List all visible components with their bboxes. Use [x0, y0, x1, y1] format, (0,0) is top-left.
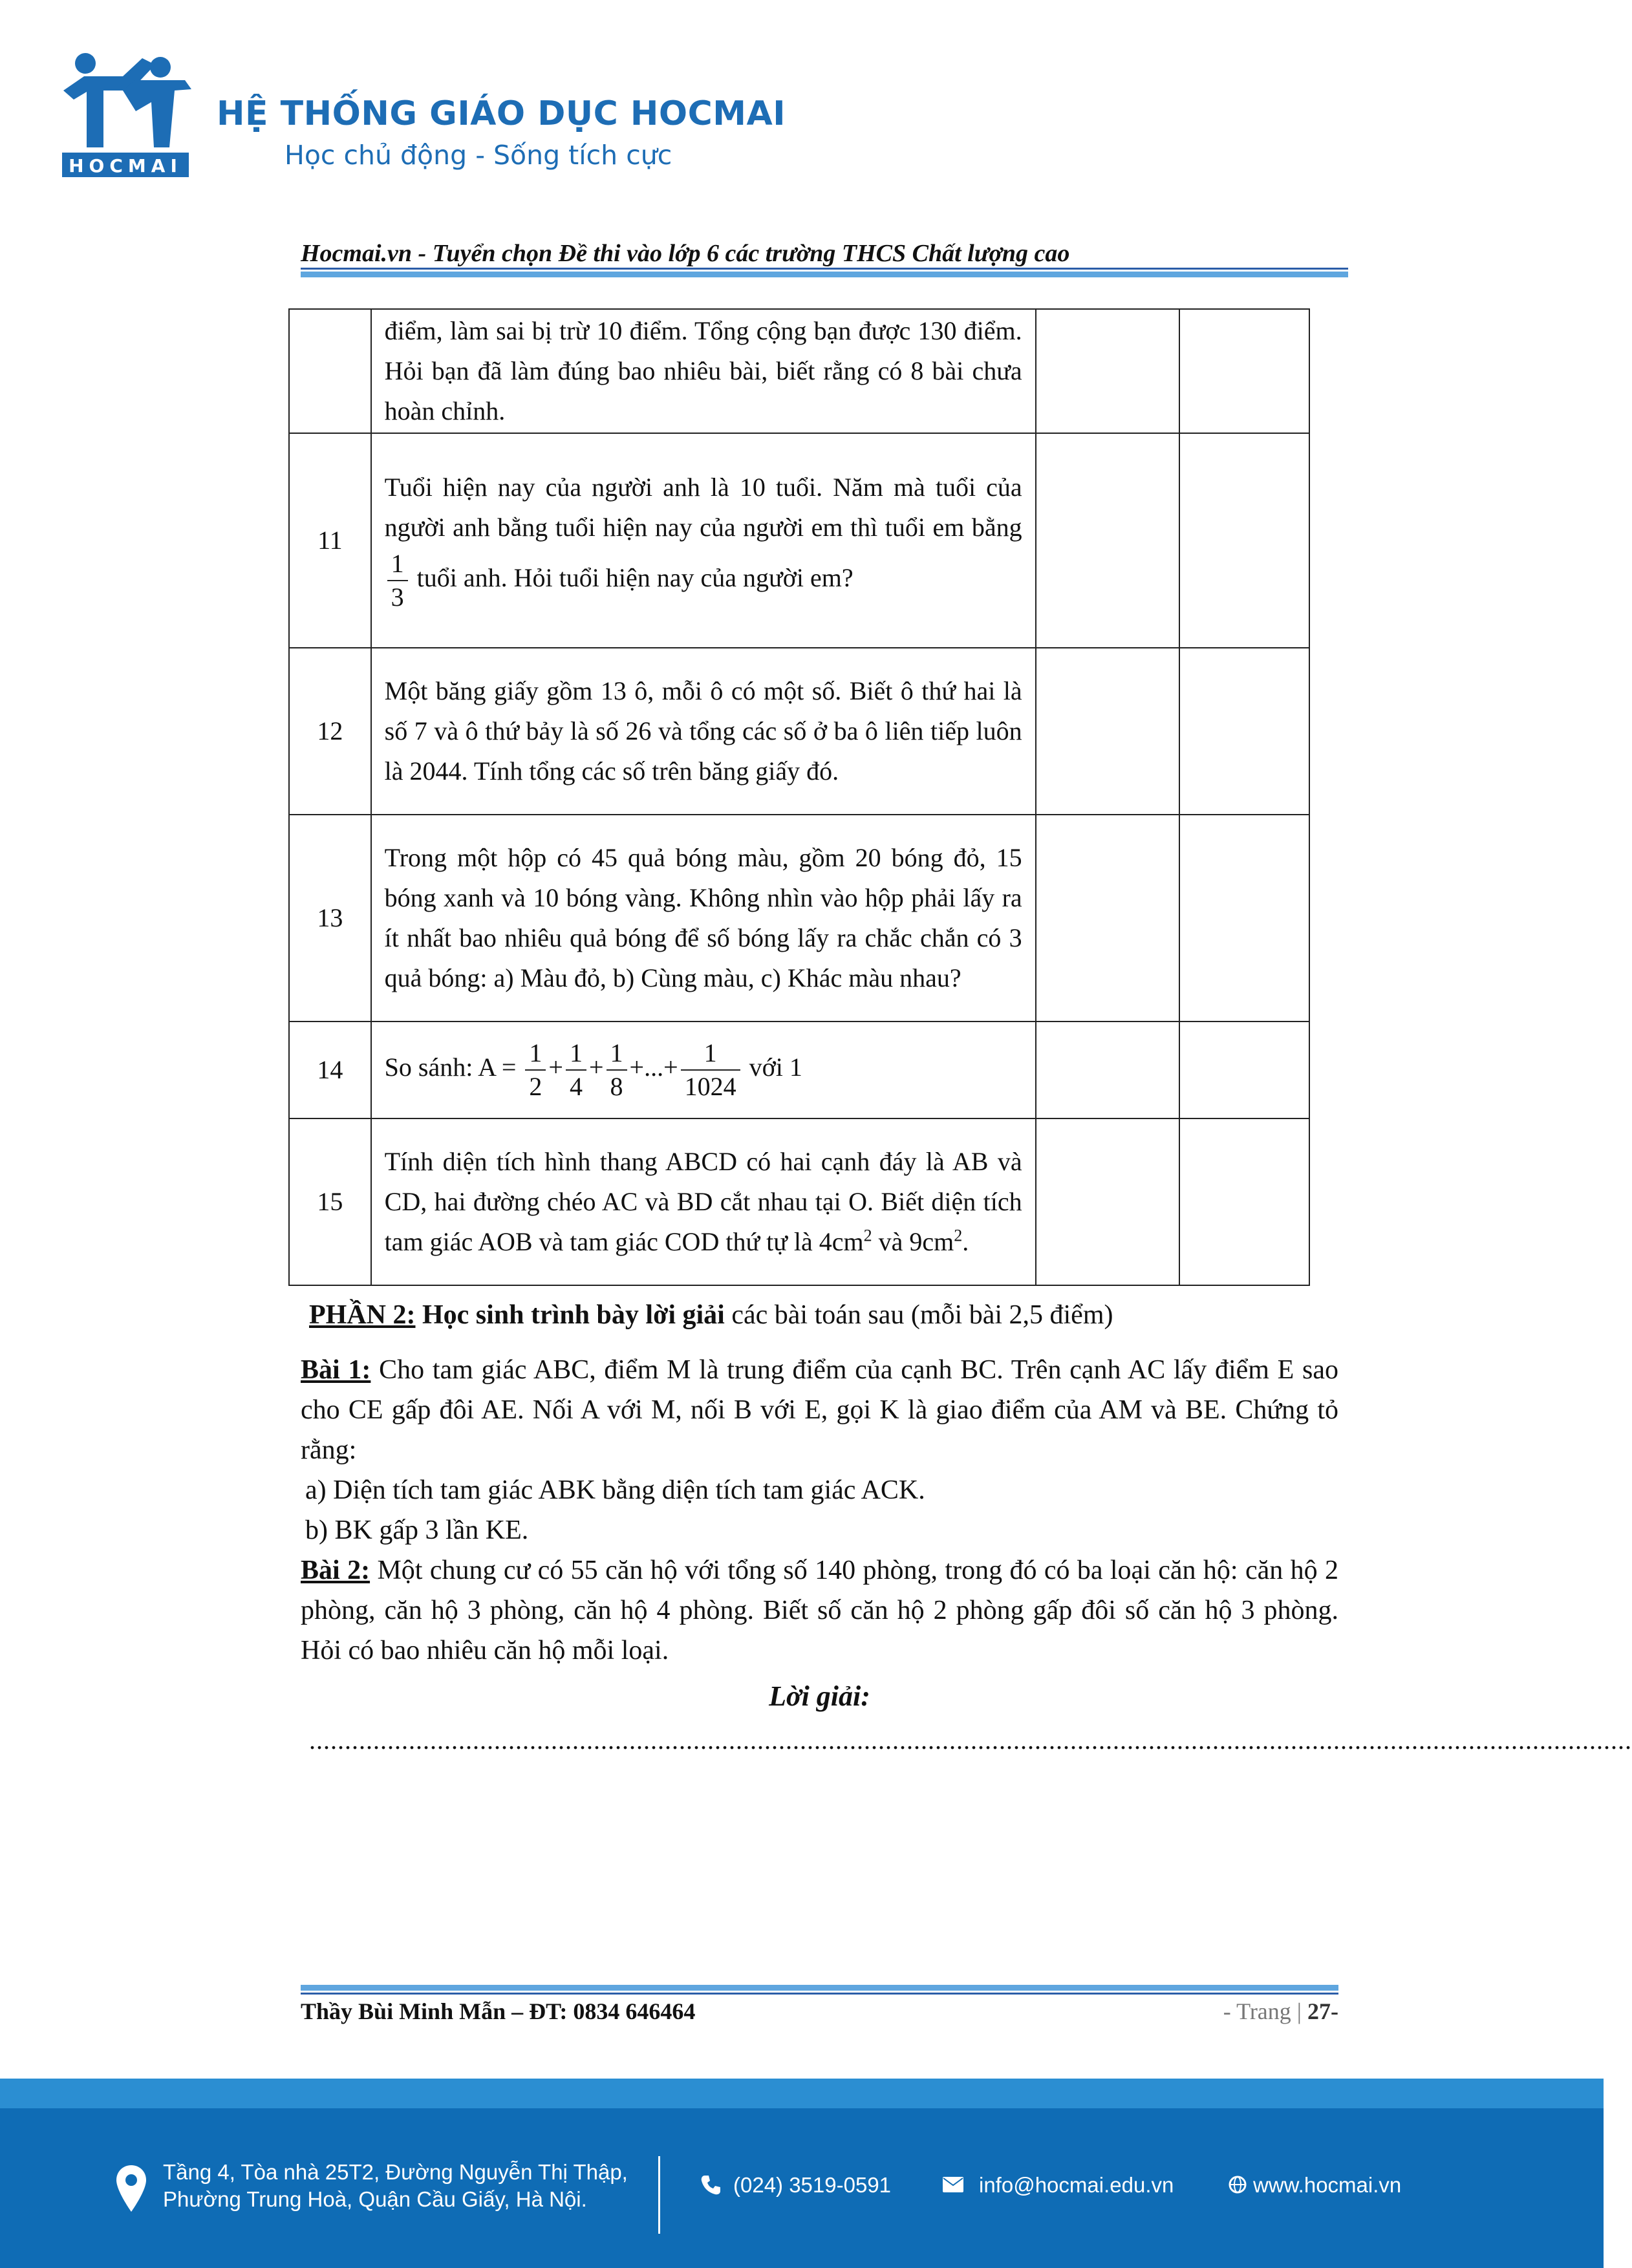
part2-heading: [309, 1300, 1113, 1331]
header-rule: [301, 268, 1348, 277]
answer-cell: [1036, 433, 1179, 648]
score-cell: [1179, 309, 1309, 433]
table-row: [289, 648, 1309, 815]
fraction: $\frac{1}{2}$: [525, 1037, 546, 1103]
website[interactable]: www.hocmai.vn: [1253, 2173, 1402, 2197]
problem-1-b: b) BK gấp 3 lần KE.: [305, 1515, 529, 1545]
answer-cell: [1036, 1118, 1179, 1285]
footer-author: Thầy Bùi Minh Mẫn – ĐT: 0834 646464: [301, 1998, 696, 2024]
row-question: [371, 433, 1036, 648]
part2-label: PHẦN 2:: [309, 1300, 416, 1330]
table-row: [289, 1118, 1309, 1285]
question-text: Tính diện tích hình thang ABCD có hai cạnh đáy là AB và CD, hai đường chéo AC và BD cắt nhau tại O. Biết diện tích tam giác AOB và tam giác COD thứ tự là 4cm: [384, 1147, 1022, 1256]
fraction: $\frac{1}{1024}$: [681, 1037, 740, 1103]
question-table: [288, 308, 1310, 1286]
question-text: tuổi anh. Hỏi tuổi hiện nay của người em?: [416, 563, 854, 593]
phone-number[interactable]: (024) 3519-0591: [733, 2173, 892, 2197]
fraction: $\frac{1}{8}$: [607, 1037, 627, 1103]
globe-icon: [1229, 2176, 1247, 2194]
answer-cell: [1036, 1022, 1179, 1118]
superscript: 2: [954, 1226, 963, 1245]
logo-text: HOCMAI: [69, 155, 182, 177]
row-number: 15: [289, 1118, 371, 1285]
fraction: $\frac{1}{3}$: [387, 548, 408, 614]
compare-suffix: với 1: [749, 1053, 802, 1082]
table-row: [289, 433, 1309, 648]
table-row: [289, 815, 1309, 1022]
row-question: Một băng giấy gồm 13 ô, mỗi ô có một số. Biết ô thứ hai là số 7 và ô thứ bảy là số 26 và tổng các số ở ba ô liên tiếp luôn là 2044. Tính tổng các số trên băng giấy đó.: [371, 648, 1036, 815]
answer-dots: ..........................................................................................................................................................................................: [309, 1726, 1632, 1755]
question-text: Tuổi hiện nay của người anh là 10 tuổi. Năm mà tuổi của người anh bằng tuổi hiện nay của người em thì tuổi em bằng: [384, 473, 1022, 542]
row-question: điểm, làm sai bị trừ 10 điểm. Tổng cộng bạn được 130 điểm. Hỏi bạn đã làm đúng bao nhiêu bài, biết rằng có 8 bài chưa hoàn chỉnh.: [371, 309, 1036, 433]
row-question: Tính diện tích hình thang ABCD có hai cạnh đáy là AB và CD, hai đường chéo AC và BD cắt nhau tại O. Biết diện tích tam giác AOB và tam giác COD thứ tự là $4cm^2$ và $9cm^2$.: [371, 1118, 1036, 1285]
question-text: và 9cm: [878, 1227, 954, 1256]
brand-header: [58, 50, 834, 180]
problem-label: Bài 2:: [301, 1556, 370, 1585]
table-row: [289, 1022, 1309, 1118]
fraction: $\frac{1}{4}$: [566, 1037, 586, 1103]
answer-cell: [1036, 648, 1179, 815]
brand-slogan: Học chủ động - Sống tích cực: [285, 140, 672, 171]
score-cell: [1179, 1118, 1309, 1285]
email-address[interactable]: info@hocmai.edu.vn: [979, 2173, 1174, 2197]
score-cell: [1179, 433, 1309, 648]
band-accent: [0, 2079, 1604, 2108]
row-question: So sánh: A = $\frac{1}{2}$ + $\frac{1}{4}$ + $\frac{1}{8}$ +...+ $\frac{1}{1024}$ với 1: [371, 1022, 1036, 1118]
contact-band: [0, 2079, 1604, 2268]
address-line-2: Phường Trung Hoà, Quận Cầu Giấy, Hà Nội.: [163, 2187, 587, 2211]
row-number: 14: [289, 1022, 371, 1118]
problem-text: Cho tam giác ABC, điểm M là trung điểm của cạnh BC. Trên cạnh AC lấy điểm E sao cho CE gấp đôi AE. Nối A với M, nối B với E, gọi K là giao điểm của AM và BE. Chứng tỏ rằng:: [301, 1355, 1339, 1465]
part2-bold: Học sinh trình bày lời giải: [422, 1300, 725, 1330]
row-number: [289, 309, 371, 433]
phone-icon: [700, 2174, 722, 2196]
score-cell: [1179, 648, 1309, 815]
row-number: 12: [289, 648, 371, 815]
solution-label: Lời giải:: [769, 1680, 870, 1712]
score-cell: [1179, 1022, 1309, 1118]
answer-cell: [1036, 309, 1179, 433]
ellipsis-sum: +...+: [629, 1053, 678, 1082]
row-number: 13: [289, 815, 371, 1022]
problem-label: Bài 1:: [301, 1355, 371, 1385]
page-number: - Trang | 27-: [1223, 1998, 1338, 2024]
address-line-1: Tầng 4, Tòa nhà 25T2, Đường Nguyễn Thị Thập,: [163, 2160, 628, 2184]
answer-cell: [1036, 815, 1179, 1022]
problem-text: Một chung cư có 55 căn hộ với tổng số 140 phòng, trong đó có ba loại căn hộ: căn hộ 2 phòng, căn hộ 3 phòng, căn hộ 4 phòng. Biết số căn hộ 2 phòng gấp đôi số căn hộ 3 phòng. Hỏi có bao nhiêu căn hộ mỗi loại.: [301, 1556, 1339, 1665]
problem-1-a: a) Diện tích tam giác ABK bằng diện tích tam giác ACK.: [305, 1475, 925, 1505]
doc-header: Hocmai.vn - Tuyển chọn Đề thi vào lớp 6 các trường THCS Chất lượng cao: [301, 240, 1070, 267]
row-number: 11: [289, 433, 371, 648]
footer-rule: [301, 1985, 1338, 1995]
divider: [658, 2156, 660, 2234]
hocmai-logo: [58, 50, 194, 180]
problem-1: [301, 1350, 1338, 1470]
score-cell: [1179, 815, 1309, 1022]
problem-2: [301, 1550, 1338, 1671]
brand-title: HỆ THỐNG GIÁO DỤC HOCMAI: [217, 94, 786, 133]
table-row: [289, 309, 1309, 433]
email-icon: [943, 2177, 963, 2192]
part2-rest: các bài toán sau (mỗi bài 2,5 điểm): [731, 1300, 1113, 1330]
location-pin-icon: [115, 2164, 147, 2213]
row-question: Trong một hộp có 45 quả bóng màu, gồm 20 bóng đỏ, 15 bóng xanh và 10 bóng vàng. Không nhìn vào hộp phải lấy ra ít nhất bao nhiêu quả bóng để số bóng lấy ra chắc chắn có 3 quả bóng: a) Màu đỏ, b) Cùng màu, c) Khác màu nhau?: [371, 815, 1036, 1022]
compare-prefix: So sánh: A =: [384, 1053, 517, 1082]
superscript: 2: [863, 1226, 872, 1245]
